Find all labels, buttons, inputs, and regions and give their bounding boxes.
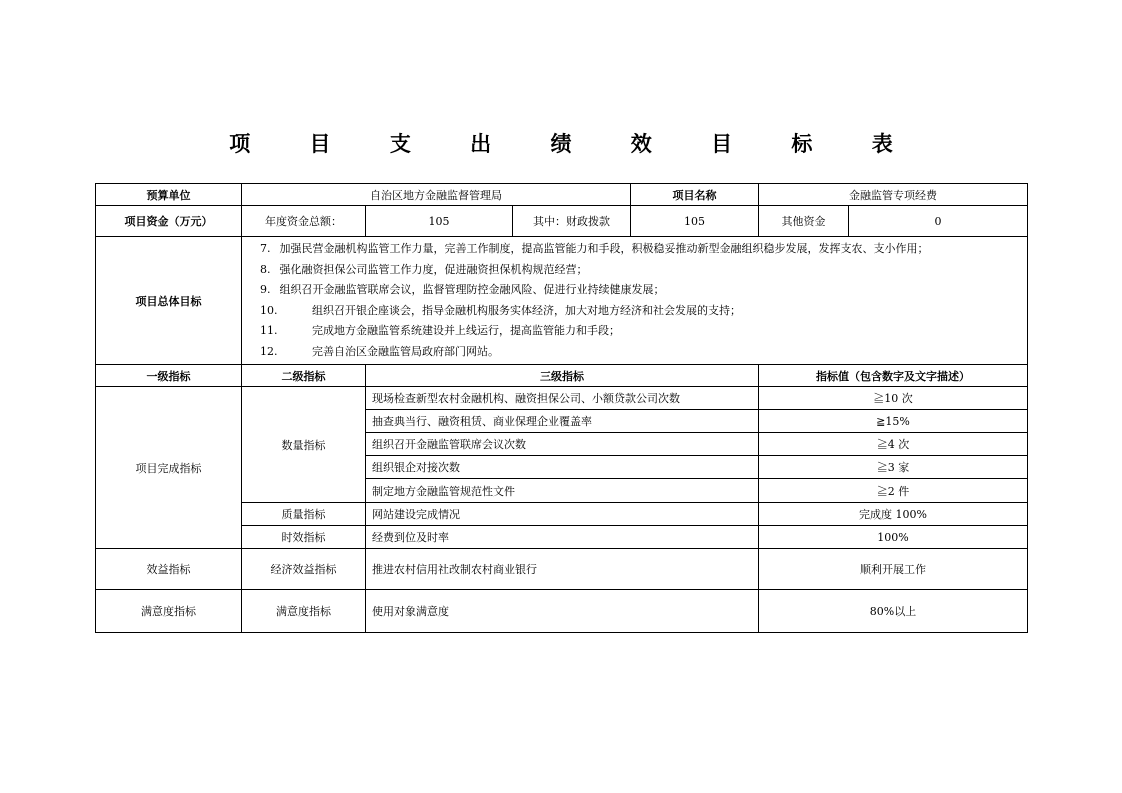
indicator-value: 80%以上 (759, 590, 1028, 633)
overall-goals-text (242, 237, 1028, 365)
level3-indicator: 使用对象满意度 (366, 590, 759, 633)
budget-unit-value: 自治区地方金融监督管理局 (242, 184, 631, 206)
table-row (96, 387, 1028, 410)
table-row (96, 590, 1028, 633)
indicator-header-row (96, 365, 1028, 387)
overall-goals-row (96, 237, 1028, 365)
benefit-indicator-label: 效益指标 (96, 549, 242, 590)
indicator-value: 完成度 100% (759, 503, 1028, 526)
completion-indicator-label: 项目完成指标 (96, 387, 242, 549)
level3-indicator: 组织银企对接次数 (366, 456, 759, 479)
other-funds-value: 0 (849, 206, 1028, 237)
indicator-value: ≧15% (759, 410, 1028, 433)
performance-target-table (95, 183, 1028, 633)
level3-indicator: 现场检查新型农村金融机构、融资担保公司、小额贷款公司次数 (366, 387, 759, 410)
level3-header: 三级指标 (366, 365, 759, 387)
header-row (96, 184, 1028, 206)
goal-item: 12. 完善自治区金融监管局政府部门网站。 (260, 344, 499, 358)
budget-unit-label: 预算单位 (96, 184, 242, 206)
overall-goals-label: 项目总体目标 (96, 237, 242, 365)
annual-total-value: 105 (366, 206, 513, 237)
level3-indicator: 网站建设完成情况 (366, 503, 759, 526)
funds-row (96, 206, 1028, 237)
timeliness-indicator-label: 时效指标 (242, 526, 366, 549)
indicator-value: ≧2 件 (759, 479, 1028, 503)
quality-indicator-label: 质量指标 (242, 503, 366, 526)
project-funds-label: 项目资金（万元） (96, 206, 242, 237)
economic-benefit-label: 经济效益指标 (242, 549, 366, 590)
satisfaction-indicator-label: 满意度指标 (96, 590, 242, 633)
satisfaction-subindicator-label: 满意度指标 (242, 590, 366, 633)
indicator-value: ≧10 次 (759, 387, 1028, 410)
indicator-value: ≧4 次 (759, 433, 1028, 456)
level2-header: 二级指标 (242, 365, 366, 387)
project-name-value: 金融监管专项经费 (759, 184, 1028, 206)
goal-item: 10. 组织召开银企座谈会，指导金融机构服务实体经济，加大对地方经济和社会发展的支持； (260, 303, 741, 317)
goal-item: 11. 完成地方金融监管系统建设并上线运行，提高监管能力和手段； (260, 324, 620, 337)
indicator-value: 顺利开展工作 (759, 549, 1028, 590)
fiscal-appropriation-value: 105 (631, 206, 759, 237)
table-row (96, 549, 1028, 590)
level3-indicator: 抽查典当行、融资租赁、商业保理企业覆盖率 (366, 410, 759, 433)
indicator-value: 100% (759, 526, 1028, 549)
level3-indicator: 经费到位及时率 (366, 526, 759, 549)
goal-item: 9. 组织召开金融监管联席会议，监督管理防控金融风险、促进行业持续健康发展； (260, 283, 665, 296)
level3-indicator: 推进农村信用社改制农村商业银行 (366, 549, 759, 590)
project-name-label: 项目名称 (631, 184, 759, 206)
indicator-value: ≧3 家 (759, 456, 1028, 479)
fiscal-appropriation-label: 其中：财政拨款 (513, 206, 631, 237)
level3-indicator: 组织召开金融监管联席会议次数 (366, 433, 759, 456)
goal-item: 8. 强化融资担保公司监管工作力度，促进融资担保机构规范经营； (260, 262, 588, 276)
goal-item: 7. 加强民营金融机构监管工作力量，完善工作制度，提高监管能力和手段，积极稳妥推动新型金融组织稳步发展，发挥支农、支小作用； (260, 242, 929, 255)
page-title: 项 目 支 出 绩 效 目 标 表 (229, 131, 919, 156)
level1-header: 一级指标 (96, 365, 242, 387)
annual-total-label: 年度资金总额： (242, 206, 366, 237)
indicator-value-header: 指标值（包含数字及文字描述） (759, 365, 1028, 387)
quantity-indicator-label: 数量指标 (242, 387, 366, 503)
level3-indicator: 制定地方金融监管规范性文件 (366, 479, 759, 503)
other-funds-label: 其他资金 (759, 206, 849, 237)
